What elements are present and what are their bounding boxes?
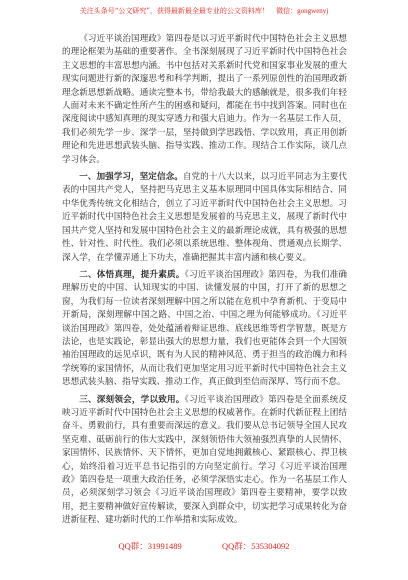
intro-paragraph: 《习近平谈治国理政》第四卷是以习近平新时代中国特色社会主义思想的理论框架为基础的重要著作。全书深刻展现了习近平新时代中国特色社会主义思想的丰富思想内涵。书中包括对关系新时代党和国家事业发展的重大现实问题进行新的深邃思考和科学判断，提出了一系列原创性的治国理政新理念新思想新战略。通读完整本书，带给我最大的感触就是，很多我们年轻人面对未来不确定性所产生的困惑和疑问，都能在书中找到答案。同时也在深度阅读中感知真理的现实穿透力和强大启迪力。作为一名基层工作人员，我们必须先学一步、深学一层，坚持做到学思践悟、学以致用，真正用创新理论和先进思想武装头脑、指导实践、推动工作。现结合工作实际，谈几点学习体会。	[62, 34, 347, 165]
qq-group-2: QQ群：535304092	[221, 541, 290, 551]
section-text-1: 自党的十八大以来，以习近平同志为主要代表的中国共产党人，坚持把马克思主义基本原理同中国具体实际相结合、同中华优秀传统文化相结合，创立了习近平新时代中国特色社会主义思想。习近平新时代中国特色社会主义思想是发展着的马克思主义，展现了新时代中国共产党人坚持和发展中国特色社会主义的最新理论成就，具有极强的思想性、针对性、时代性。我们必须以系统思维、整体视角、贯通观点长期学、深入学，在学懂弄通上下功夫，准确把握其丰富内涵和核心要义。	[62, 172, 347, 263]
qq-group-1: QQ群：31991489	[118, 541, 182, 551]
section-text-2: 《习近平谈治国理政》第四卷，为我们准确理解历史的中国、认知现实的中国、读懂发展的中国，打开了新的思想之窗，为我们每一位读者深刻理解中国之所以能在危机中孕育新机、于变局中开新局，深刻理解中国之路、中国之治、中国之理为何能够成功。《习近平谈治国理政》第四卷，处处蕴涵着辩证思维、底线思维等哲学智慧，既是方法论，也是实践论，彰显出强大的思想力量，我们也更能体会到一个大国领袖治国理政的远见卓识，既有为人民的精神风范、勇于担当的政治魄力和科学统筹的家国情怀，从而让我们更加坚定用习近平新时代中国特色社会主义思想武装头脑、指导实践、推动工作，真正做到至信而深厚、笃行而不怠。	[62, 269, 347, 388]
section-paragraph-3	[62, 394, 347, 528]
document-body	[62, 33, 347, 532]
promo-text: 关注头条号“公文研究”，获得最新最全最专业的公文资料库！	[79, 7, 269, 15]
section-text-3: 《习近平谈治国理政》第四卷是全面系统反映习近平新时代中国特色社会主义思想的权威著作。在新时代新征程上团结奋斗、勇毅前行，具有重要而深远的意义。我们要从总书记领导全国人民攻坚克难、砥砺前行的伟大实践中，深刻领悟伟大领袖强烈真挚的人民情怀、家国情怀、民族情怀、天下情怀，更加自觉地拥戴核心、紧跟核心、捍卫核心，始终沿着习近平总书记指引的方向坚定前行。学习《习近平谈治国理政》第四卷是一项重大政治任务，必须学深悟实走心。作为一名基层工作人员，必须深刻学习领会《习近平谈治国理政》第四卷主要精神，要学以致用，把主要精神做好宣传解读，要深入到群众中，切实把学习成果转化为奋进新征程、建功新时代的工作举措和实际成效。	[62, 394, 347, 526]
section-heading-2: 二、体悟真理，提升素质。	[79, 269, 185, 280]
section-heading-3: 三、深刻领会，学以致用。	[79, 394, 185, 405]
section-heading-1: 一、加强学习，坚定信念。	[79, 172, 183, 183]
wechat-id: 微信：gongwenyj	[276, 7, 329, 15]
section-paragraph-1	[62, 171, 347, 265]
section-paragraph-2	[62, 269, 347, 390]
promo-header	[0, 6, 408, 16]
footer-contacts	[0, 540, 408, 552]
